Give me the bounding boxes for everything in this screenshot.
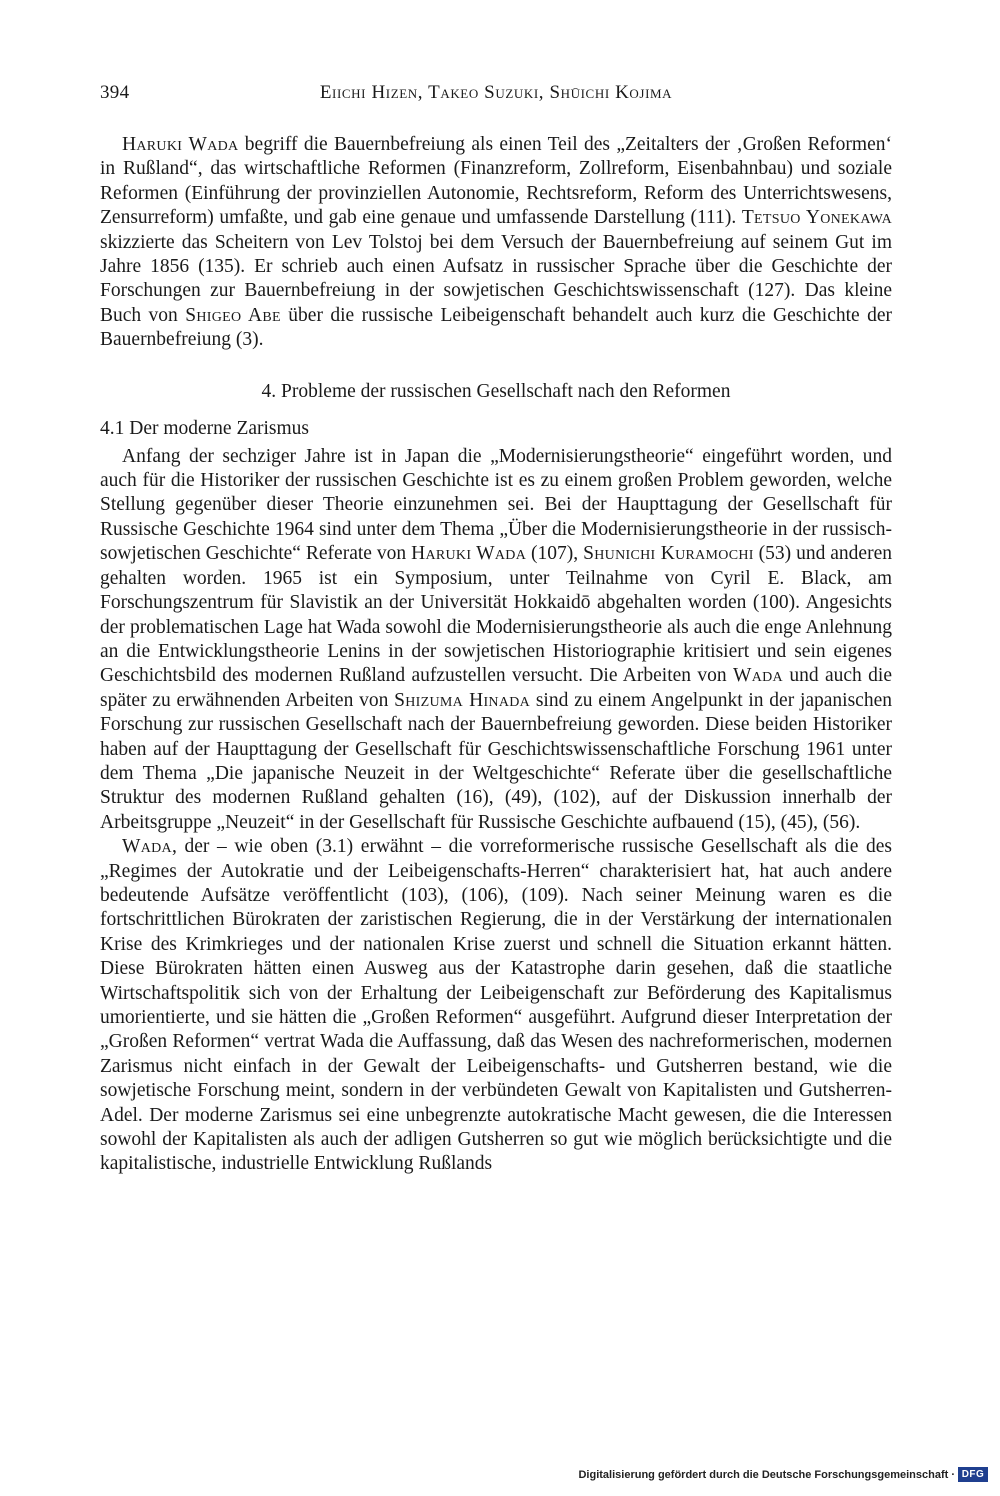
section-heading: 4. Probleme der russischen Gesellschaft nach den Reformen (261, 380, 731, 402)
credit-text: Digitalisierung gefördert durch die Deutsche Forschungsgemeinschaft · (578, 1468, 955, 1481)
paragraph-text: über die russische Leibeigenschaft behandelt auch kurz die Geschichte der Bauernbefreiung (3). (100, 304, 892, 351)
paragraph-text: (107), (526, 543, 584, 565)
dfg-logo-icon: DFG (958, 1467, 988, 1482)
paragraph-text: , der – wie oben (3.1) erwähnt – die vorreformerische russische Gesellschaft als die des „Regimes der Autokratie und der Leibeigenschafts-Herren“ charakterisiert hat, hat auch andere bedeutende Aufsätze veröffentlicht (103), (106), (109). Nach seiner Meinung waren es die fortschrittlichen Bürokraten der zaristischen Regierung, die in der Verstärkung der internationalen Krise des Krimkrieges und der nationalen Krise zuerst und schnell die Situation erkannt hätten. Diese Bürokraten hätten einen Ausweg aus der Katastrophe darin gesehen, daß die staatliche Wirtschaftspolitik sich von der Erhaltung der Leibeigenschaft zur Beförderung des Kapitalismus umorientierte, und sie hätten die „Großen Reformen“ ausgeführt. Aufgrund dieser Interpretation der „Großen Reformen“ vertrat Wada die Auffassung, daß das Wesen des nachreformerischen, modernen Zarismus nicht einfach in der Gewalt der Leibeigenschafts- und Gutsherren bestand, wie die sowjetische Forschung meint, sondern in der verbündeten Gewalt von Kapitalisten und Gutsherren-Adel. Der moderne Zarismus sei eine unbegrenzte autokratische Macht gewesen, die die Interessen sowohl der Kapitalisten als auch der adligen Gutsherren so gut wie möglich berücksichtigte und die kapitalistische, industrielle Entwicklung Rußlands (100, 836, 892, 1175)
paragraph-text: begriff die Bauernbefreiung als einen Teil des „Zeitalters der ‚Großen Reformen‘ in Rußland“, das wirtschaftliche Reformen (Finanzreform, Zollreform, Eisenbahnbau) und soziale Reformen (Einführung der provinziellen Autonomie, Rechtsreform, Reform des Unterrichtswesens, Zensurreform) umfaßte, und gab eine genaue und umfassende Darstellung (111). (100, 134, 892, 229)
paragraph-wada-reforms (100, 133, 892, 353)
paragraph-text: sind zu einem Angelpunkt in der japanischen Forschung zur russischen Gesellschaft nach der Bauernbefreiung geworden. Diese beiden Historiker haben auf der Haupttagung der Gesellschaft für Geschichtswissenschaftliche Forschung 1961 unter dem Thema „Die japanische Neuzeit in der Weltgeschichte“ Referate über die gesellschaftliche Struktur des modernen Rußland gehalten (16), (49), (102), auf der Diskussion innerhalb der Arbeitsgruppe „Neuzeit“ in der Gesellschaft für Russische Geschichte aufbauend (15), (45), (56). (100, 689, 892, 833)
running-head (100, 82, 892, 112)
author-name: Wada (122, 836, 172, 858)
paragraph-text: (53) und anderen gehalten worden. 1965 ist ein Symposium, unter Teilnahme von Cyril E. Black, am Forschungszentrum für Slavistik an der Universität Hokkaidō abgehalten worden (100). Angesichts der problematischen Lage hat Wada sowohl die Modernisierungstheorie als auch die enge Anlehnung an die Entwicklungstheorie Lenins in der sowjetischen Historiographie kritisiert und sein eigenes Geschichtsbild des modernen Rußland aufzustellen versucht. Die Arbeiten von (100, 543, 892, 687)
author-name: Wada (733, 665, 783, 687)
paragraph-text: Anfang der sechziger Jahre ist in Japan die „Modernisierungstheorie“ eingeführt worden, und auch für die Historiker der russischen Geschichte ist es zu einem großen Problem geworden, welche Stellung gegenüber dieser Theorie einzunehmen sei. Bei der Haupttagung der Gesellschaft für Russische Geschichte 1964 sind unter dem Thema „Über die Modernisierungstheorie in der russisch-sowjetischen Geschichte“ Referate von (100, 445, 892, 565)
author-name: Shizuma Hinada (394, 689, 531, 711)
author-name: Haruki Wada (411, 543, 527, 565)
author-name: Shigeo Abe (185, 304, 281, 326)
author-name: Shunichi Kuramochi (583, 543, 754, 565)
page-number: 394 (100, 82, 130, 103)
author-name: Haruki Wada (122, 134, 239, 155)
author-name: Tetsuo Yonekawa (741, 207, 892, 229)
subsection-heading: 4.1 Der moderne Zarismus (100, 417, 310, 439)
paragraph-wada-zarism (100, 835, 892, 1177)
paragraph-text: und auch die später zu erwähnenden Arbeiten von (100, 665, 892, 711)
body-text (100, 133, 892, 1177)
paragraph-modernization-theory (100, 445, 892, 836)
digitization-credit (578, 1467, 988, 1482)
header-authors: Eiichi Hizen, Takeo Suzuki, Shūichi Kojima (319, 82, 673, 103)
paragraph-text: skizzierte das Scheitern von Lev Tolstoj bei dem Versuch der Bauernbefreiung auf seinem Gut im Jahre 1856 (135). Er schrieb auch einen Aufsatz in russischer Sprache über die Geschichte der Forschungen zur Bauernbefreiung in der sowjetischen Geschichtswissenschaft (127). Das kleine Buch von (100, 231, 892, 326)
